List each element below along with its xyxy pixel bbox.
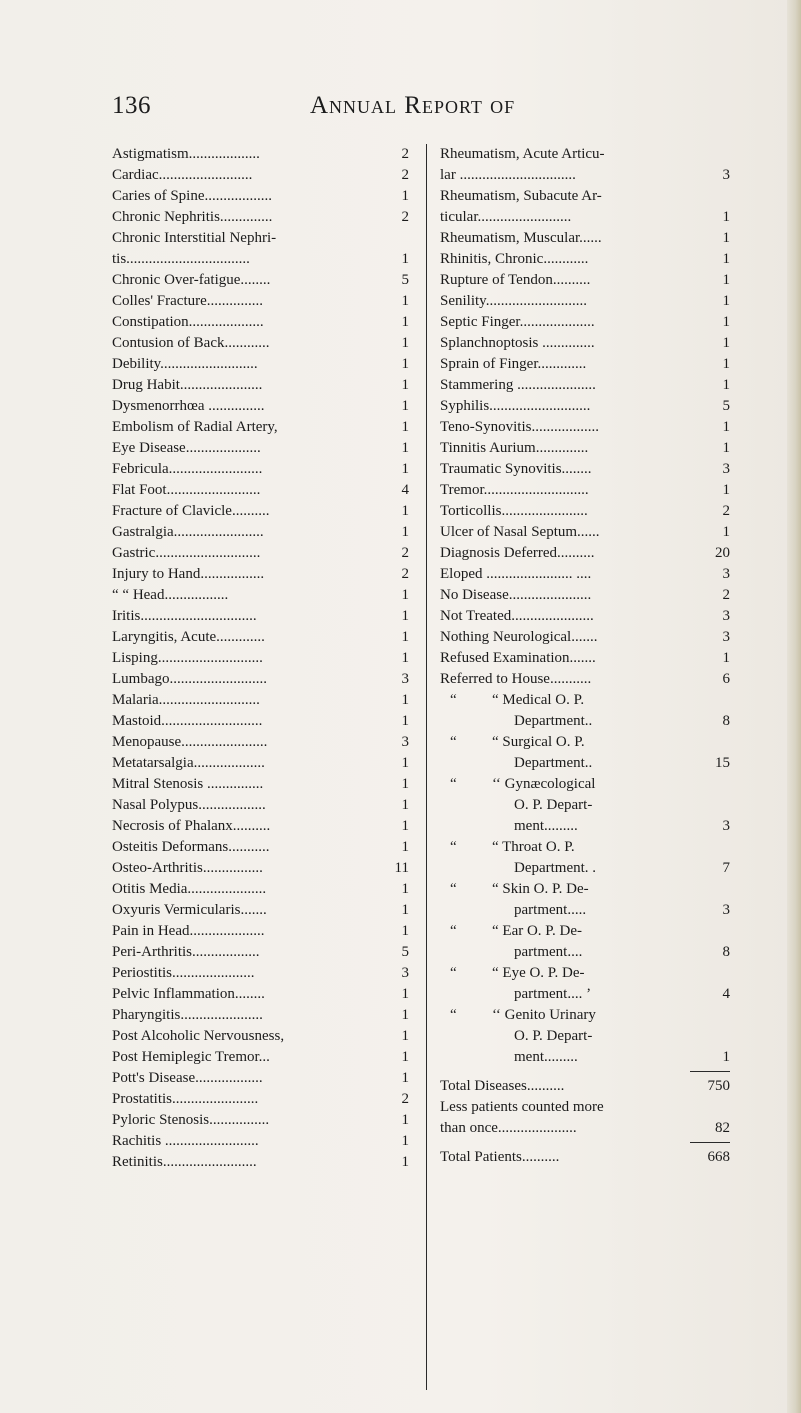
entry-label: O. P. Depart- — [514, 1028, 593, 1044]
entry-label: Chronic Nephritis.............. — [112, 209, 273, 225]
entry-label: Post Hemiplegic Tremor... — [112, 1049, 270, 1065]
table-row — [112, 1047, 409, 1068]
table-row — [440, 396, 730, 417]
entry-count: 1 — [722, 335, 730, 351]
entry-count: 1 — [401, 503, 409, 519]
entry-label: Eye Disease.................... — [112, 440, 261, 456]
table-row — [112, 648, 409, 669]
table-row — [112, 1089, 409, 1110]
table-row — [112, 207, 409, 228]
entry-label: “ Surgical O. P. — [492, 734, 585, 750]
entry-count: 3 — [722, 902, 730, 918]
table-row — [112, 690, 409, 711]
entry-count: 3 — [722, 167, 730, 183]
table-row — [440, 186, 730, 207]
entry-label: Laryngitis, Acute............. — [112, 629, 265, 645]
entry-label: Rheumatism, Acute Articu- — [440, 146, 605, 162]
table-row — [440, 144, 730, 165]
table-row — [440, 459, 730, 480]
table-row — [112, 417, 409, 438]
page-header — [0, 92, 801, 122]
table-row — [440, 501, 730, 522]
table-row — [112, 1152, 409, 1173]
table-row — [440, 438, 730, 459]
entry-count: 1 — [401, 608, 409, 624]
ditto-mark: “ — [450, 965, 457, 981]
entry-count: 1 — [401, 923, 409, 939]
entry-label: Referred to House........... — [440, 671, 592, 687]
entry-label: Metatarsalgia................... — [112, 755, 265, 771]
entry-count: 1 — [401, 692, 409, 708]
referred-row — [440, 942, 730, 963]
entry-label: Fracture of Clavicle.......... — [112, 503, 270, 519]
entry-label: Osteitis Deformans........... — [112, 839, 270, 855]
entry-label: Oxyuris Vermicularis....... — [112, 902, 267, 918]
entry-count: 1 — [401, 713, 409, 729]
table-row — [112, 900, 409, 921]
entry-count: 1 — [401, 1028, 409, 1044]
entry-count: 1 — [722, 419, 730, 435]
entry-label: Chronic Over-fatigue........ — [112, 272, 271, 288]
entry-count: 1 — [401, 1049, 409, 1065]
table-row — [440, 543, 730, 564]
entry-label: Department.. — [514, 755, 593, 771]
entry-label: Ulcer of Nasal Septum...... — [440, 524, 600, 540]
entry-count: 1 — [722, 356, 730, 372]
entry-label: Necrosis of Phalanx.......... — [112, 818, 271, 834]
total-rule — [440, 1139, 730, 1147]
table-row — [112, 753, 409, 774]
ditto-mark: “ — [450, 881, 457, 897]
entry-label: Menopause....................... — [112, 734, 268, 750]
table-row — [112, 1131, 409, 1152]
entry-label: Pharyngitis...................... — [112, 1007, 263, 1023]
entry-label: Rheumatism, Subacute Ar- — [440, 188, 602, 204]
table-row — [440, 648, 730, 669]
table-row — [112, 795, 409, 816]
table-row — [112, 585, 409, 606]
entry-label: Total Patients.......... — [440, 1149, 560, 1165]
entry-count: 1 — [401, 818, 409, 834]
rule-line — [690, 1142, 730, 1143]
table-row — [112, 480, 409, 501]
entry-count: 8 — [722, 713, 730, 729]
table-row — [112, 144, 409, 165]
entry-count: 1 — [401, 1112, 409, 1128]
column-divider — [426, 144, 427, 1390]
entry-label: Rheumatism, Muscular...... — [440, 230, 602, 246]
entry-count: 1 — [401, 587, 409, 603]
entry-count: 1 — [722, 1049, 730, 1065]
entry-label: Nasal Polypus.................. — [112, 797, 266, 813]
table-row — [440, 291, 730, 312]
entry-count: 4 — [401, 482, 409, 498]
entry-label: Dysmenorrhœa ............... — [112, 398, 265, 414]
entry-label: Colles' Fracture............... — [112, 293, 264, 309]
entry-count: 1 — [722, 230, 730, 246]
table-row — [112, 669, 409, 690]
entry-count: 1 — [401, 629, 409, 645]
entry-count: 8 — [722, 944, 730, 960]
entry-label: Teno-Synovitis.................. — [440, 419, 599, 435]
less-patients-row — [440, 1118, 730, 1139]
table-row — [112, 501, 409, 522]
entry-count: 1 — [401, 524, 409, 540]
entry-count: 1 — [401, 293, 409, 309]
entry-count: 3 — [722, 629, 730, 645]
entry-label: Not Treated...................... — [440, 608, 594, 624]
table-row — [440, 669, 730, 690]
entry-label: Contusion of Back............ — [112, 335, 270, 351]
entry-label: lar ............................... — [440, 167, 576, 183]
entry-count: 1 — [722, 314, 730, 330]
referred-row — [440, 963, 730, 984]
table-row — [112, 963, 409, 984]
table-row — [112, 984, 409, 1005]
entry-label: Gastralgia........................ — [112, 524, 264, 540]
entry-label: ticular......................... — [440, 209, 572, 225]
entry-label: Senility........................... — [440, 293, 587, 309]
referred-row — [440, 795, 730, 816]
referred-row — [440, 921, 730, 942]
entry-count: 1 — [401, 881, 409, 897]
entry-count: 1 — [401, 1133, 409, 1149]
page-edge — [787, 0, 801, 1413]
entry-label: Lisping............................ — [112, 650, 263, 666]
table-row — [112, 375, 409, 396]
entry-label: Tremor............................ — [440, 482, 589, 498]
referred-row — [440, 1047, 730, 1068]
entry-label: Stammering ..................... — [440, 377, 596, 393]
entry-count: 668 — [707, 1149, 730, 1165]
entry-count: 1 — [401, 797, 409, 813]
entry-count: 2 — [401, 167, 409, 183]
entry-label: Flat Foot......................... — [112, 482, 261, 498]
entry-count: 1 — [722, 650, 730, 666]
table-row — [440, 333, 730, 354]
table-row — [112, 564, 409, 585]
referred-row — [440, 774, 730, 795]
entry-count: 3 — [722, 566, 730, 582]
entry-label: Chronic Interstitial Nephri- — [112, 230, 277, 246]
referred-row — [440, 1026, 730, 1047]
table-row — [112, 333, 409, 354]
entry-count: 1 — [401, 398, 409, 414]
table-row — [112, 396, 409, 417]
less-patients-row — [440, 1097, 730, 1118]
ditto-mark: “ — [450, 734, 457, 750]
entry-label: “ Throat O. P. — [492, 839, 575, 855]
entry-count: 3 — [722, 461, 730, 477]
table-row — [112, 186, 409, 207]
entry-count: 20 — [715, 545, 730, 561]
entry-count: 11 — [394, 860, 409, 876]
table-row — [440, 606, 730, 627]
entry-label: Mastoid........................... — [112, 713, 263, 729]
entry-count: 3 — [401, 671, 409, 687]
entry-label: “ “ Head................. — [112, 587, 229, 603]
entry-count: 1 — [401, 440, 409, 456]
referred-row — [440, 1005, 730, 1026]
ditto-mark: “ — [450, 692, 457, 708]
entry-label: Debility.......................... — [112, 356, 258, 372]
entry-label: O. P. Depart- — [514, 797, 593, 813]
ditto-mark: “ — [450, 1007, 457, 1023]
entry-count: 1 — [401, 1007, 409, 1023]
table-row — [112, 354, 409, 375]
entry-count: 82 — [715, 1120, 730, 1136]
entry-count: 1 — [401, 335, 409, 351]
referred-row — [440, 816, 730, 837]
entry-count: 5 — [401, 944, 409, 960]
entry-count: 2 — [722, 503, 730, 519]
table-row — [112, 543, 409, 564]
table-row — [440, 564, 730, 585]
referred-row — [440, 900, 730, 921]
table-row — [440, 480, 730, 501]
table-row — [112, 1005, 409, 1026]
entry-label: Rachitis ......................... — [112, 1133, 259, 1149]
total-patients-row — [440, 1147, 730, 1168]
table-row — [112, 1110, 409, 1131]
table-row — [440, 522, 730, 543]
entry-label: Total Diseases.......... — [440, 1078, 565, 1094]
table-row — [112, 165, 409, 186]
table-row — [112, 732, 409, 753]
table-row — [112, 522, 409, 543]
entry-label: Caries of Spine.................. — [112, 188, 272, 204]
entry-count: 2 — [401, 1091, 409, 1107]
table-row — [440, 585, 730, 606]
entry-count: 1 — [401, 650, 409, 666]
entry-label: “ Skin O. P. De- — [492, 881, 589, 897]
entry-label: ‘‘ Gynæcological — [492, 776, 596, 792]
table-row — [440, 249, 730, 270]
entry-count: 2 — [722, 587, 730, 603]
entry-label: Rhinitis, Chronic............ — [440, 251, 589, 267]
entry-label: Drug Habit...................... — [112, 377, 263, 393]
right-column — [440, 144, 730, 1168]
entry-label: ‘‘ Genito Urinary — [492, 1007, 596, 1023]
entry-label: Malaria........................... — [112, 692, 260, 708]
table-row — [112, 711, 409, 732]
entry-count: 2 — [401, 566, 409, 582]
entry-label: Iritis............................... — [112, 608, 257, 624]
table-row — [112, 627, 409, 648]
entry-count: 2 — [401, 146, 409, 162]
entry-count: 5 — [401, 272, 409, 288]
entry-label: Pott's Disease.................. — [112, 1070, 263, 1086]
entry-label: No Disease...................... — [440, 587, 592, 603]
table-row — [112, 858, 409, 879]
table-row — [440, 228, 730, 249]
entry-label: tis................................. — [112, 251, 250, 267]
entry-label: Syphilis........................... — [440, 398, 591, 414]
entry-label: Injury to Hand................. — [112, 566, 265, 582]
entry-count: 1 — [722, 377, 730, 393]
entry-label: Torticollis....................... — [440, 503, 588, 519]
entry-label: “ Ear O. P. De- — [492, 923, 582, 939]
entry-label: Retinitis......................... — [112, 1154, 257, 1170]
table-row — [440, 354, 730, 375]
entry-label: Department.. — [514, 713, 593, 729]
entry-count: 3 — [401, 734, 409, 750]
entry-count: 3 — [722, 608, 730, 624]
table-row — [112, 774, 409, 795]
entry-label: Otitis Media..................... — [112, 881, 267, 897]
entry-label: Post Alcoholic Nervousness, — [112, 1028, 285, 1044]
table-row — [112, 837, 409, 858]
entry-count: 1 — [722, 440, 730, 456]
table-row — [440, 270, 730, 291]
rule-line — [690, 1071, 730, 1072]
table-row — [112, 459, 409, 480]
entry-label: Lumbago.......................... — [112, 671, 267, 687]
entry-count: 7 — [722, 860, 730, 876]
entry-label: Peri-Arthritis.................. — [112, 944, 260, 960]
entry-label: Periostitis...................... — [112, 965, 255, 981]
entry-label: “ Eye O. P. De- — [492, 965, 585, 981]
ditto-mark: “ — [450, 776, 457, 792]
table-row — [112, 1068, 409, 1089]
entry-label: Pyloric Stenosis................ — [112, 1112, 270, 1128]
entry-label: Tinnitis Aurium.............. — [440, 440, 589, 456]
entry-count: 1 — [401, 461, 409, 477]
entry-label: Constipation.................... — [112, 314, 264, 330]
entry-label: partment.... ’ — [514, 986, 592, 1002]
referred-row — [440, 753, 730, 774]
referred-row — [440, 837, 730, 858]
table-row — [112, 879, 409, 900]
table-row — [112, 1026, 409, 1047]
running-head: Annual Report of — [310, 92, 516, 119]
table-row — [440, 375, 730, 396]
total-diseases-row — [440, 1076, 730, 1097]
entry-count: 1 — [722, 209, 730, 225]
table-row — [112, 249, 409, 270]
table-row — [112, 291, 409, 312]
entry-count: 1 — [722, 251, 730, 267]
entry-label: Cardiac......................... — [112, 167, 253, 183]
entry-count: 1 — [401, 419, 409, 435]
entry-count: 1 — [401, 377, 409, 393]
referred-row — [440, 732, 730, 753]
total-rule — [440, 1068, 730, 1076]
left-column — [112, 144, 409, 1173]
entry-count: 1 — [401, 251, 409, 267]
entry-label: ment......... — [514, 818, 578, 834]
table-row — [112, 312, 409, 333]
entry-label: Eloped ....................... .... — [440, 566, 592, 582]
table-row — [440, 312, 730, 333]
entry-label: Department. . — [514, 860, 597, 876]
entry-count: 1 — [401, 776, 409, 792]
entry-count: 1 — [722, 482, 730, 498]
entry-label: partment.... — [514, 944, 583, 960]
entry-count: 2 — [401, 209, 409, 225]
entry-label: Diagnosis Deferred.......... — [440, 545, 595, 561]
entry-count: 1 — [401, 902, 409, 918]
entry-count: 1 — [401, 986, 409, 1002]
entry-count: 1 — [401, 1154, 409, 1170]
entry-count: 1 — [722, 272, 730, 288]
table-row — [440, 417, 730, 438]
entry-label: “ Medical O. P. — [492, 692, 585, 708]
entry-count: 1 — [401, 839, 409, 855]
entry-count: 15 — [715, 755, 730, 771]
entry-label: Septic Finger.................... — [440, 314, 595, 330]
page-number: 136 — [112, 92, 151, 119]
entry-count: 3 — [722, 818, 730, 834]
entry-label: Nothing Neurological....... — [440, 629, 598, 645]
entry-label: ment......... — [514, 1049, 578, 1065]
table-row — [112, 270, 409, 291]
entry-count: 5 — [722, 398, 730, 414]
table-row — [112, 816, 409, 837]
ditto-mark: “ — [450, 839, 457, 855]
entry-label: Rupture of Tendon.......... — [440, 272, 591, 288]
entry-count: 1 — [401, 356, 409, 372]
table-row — [440, 207, 730, 228]
table-row — [112, 438, 409, 459]
entry-label: partment..... — [514, 902, 587, 918]
referred-row — [440, 858, 730, 879]
table-row — [440, 627, 730, 648]
entry-count: 1 — [401, 755, 409, 771]
entry-count: 2 — [401, 545, 409, 561]
entry-label: Prostatitis....................... — [112, 1091, 259, 1107]
entry-label: Febricula......................... — [112, 461, 263, 477]
entry-count: 750 — [707, 1078, 730, 1094]
entry-label: Mitral Stenosis ............... — [112, 776, 264, 792]
table-row — [112, 942, 409, 963]
entry-count: 6 — [722, 671, 730, 687]
referred-row — [440, 879, 730, 900]
table-row — [112, 606, 409, 627]
entry-label: Pain in Head.................... — [112, 923, 265, 939]
entry-count: 1 — [722, 293, 730, 309]
entry-count: 4 — [722, 986, 730, 1002]
entry-label: Less patients counted more — [440, 1099, 604, 1115]
entry-count: 1 — [401, 1070, 409, 1086]
referred-row — [440, 711, 730, 732]
referred-row — [440, 690, 730, 711]
referred-row — [440, 984, 730, 1005]
entry-count: 3 — [401, 965, 409, 981]
entry-label: Astigmatism................... — [112, 146, 260, 162]
entry-label: Embolism of Radial Artery, — [112, 419, 278, 435]
entry-label: than once..................... — [440, 1120, 577, 1136]
entry-label: Gastric............................ — [112, 545, 261, 561]
entry-label: Splanchnoptosis .............. — [440, 335, 595, 351]
table-row — [112, 921, 409, 942]
entry-count: 1 — [722, 524, 730, 540]
entry-count: 1 — [401, 314, 409, 330]
entry-label: Traumatic Synovitis........ — [440, 461, 592, 477]
entry-label: Refused Examination....... — [440, 650, 596, 666]
table-row — [440, 165, 730, 186]
entry-label: Pelvic Inflammation........ — [112, 986, 265, 1002]
ditto-mark: “ — [450, 923, 457, 939]
entry-label: Osteo-Arthritis................ — [112, 860, 263, 876]
table-row — [112, 228, 409, 249]
entry-count: 1 — [401, 188, 409, 204]
entry-label: Sprain of Finger............. — [440, 356, 587, 372]
